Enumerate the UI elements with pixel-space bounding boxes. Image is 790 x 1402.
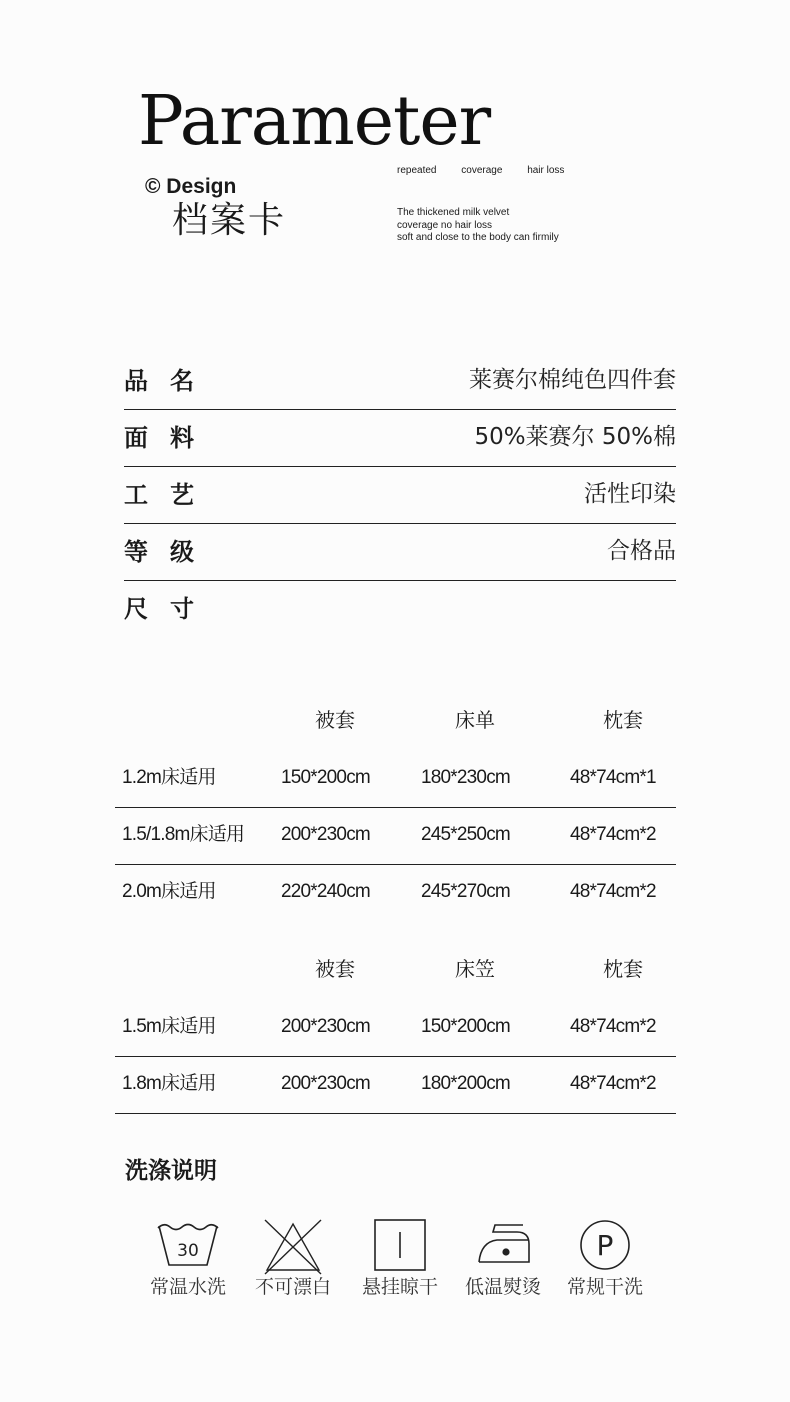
table-cell: 180*200cm [421, 1073, 510, 1094]
table-cell: 1.5m床适用 [122, 1016, 216, 1037]
param-value: 活性印染 [584, 481, 676, 507]
description-line: coverage no hair loss [397, 219, 493, 231]
table-cell: 150*200cm [281, 767, 370, 788]
wash-item [550, 1218, 660, 1297]
param-label: 面料 [124, 424, 216, 452]
table-cell: 48*74cm*1 [570, 767, 656, 788]
table-cell: 200*230cm [281, 824, 370, 845]
table-cell: 180*230cm [421, 767, 510, 788]
no-bleach-icon [261, 1218, 325, 1276]
table-header [115, 694, 676, 751]
dry-clean-icon [578, 1218, 632, 1272]
table-cell: 1.2m床适用 [122, 767, 216, 788]
table-cell: 220*240cm [281, 881, 370, 902]
wash-label: 常温水洗 [149, 1276, 226, 1298]
param-value: 莱赛尔棉纯色四件套 [469, 367, 676, 393]
hang-dry-icon [373, 1218, 427, 1272]
size-table-fitted [115, 943, 676, 1114]
table-row [115, 751, 676, 808]
wash-item [345, 1218, 455, 1297]
wash-30-icon [156, 1218, 220, 1268]
wash-item [133, 1218, 243, 1297]
param-label: 工艺 [124, 481, 216, 509]
brand-label: © Design [145, 175, 237, 198]
tag-repeated: repeated [397, 165, 437, 176]
table-row [115, 808, 676, 865]
table-row [115, 865, 676, 922]
param-label: 品名 [124, 367, 216, 395]
svg-text:30: 30 [177, 1241, 199, 1261]
table-cell: 1.5/1.8m床适用 [122, 824, 245, 845]
param-label: 等级 [124, 538, 216, 566]
low-iron-icon [473, 1218, 533, 1268]
table-cell: 245*250cm [421, 824, 510, 845]
param-row-fabric [124, 410, 676, 467]
wash-label: 低温熨烫 [464, 1276, 541, 1298]
table-cell: 1.8m床适用 [122, 1073, 216, 1094]
header-cell: 枕套 [603, 957, 643, 981]
description-line: soft and close to the body can firmily [397, 232, 559, 243]
param-row-craft [124, 467, 676, 524]
wash-item [448, 1218, 558, 1297]
header-cell: 床笠 [455, 957, 495, 981]
table-cell: 200*230cm [281, 1073, 370, 1094]
param-row-grade [124, 524, 676, 581]
table-row [115, 1000, 676, 1057]
header-cell: 床单 [455, 708, 495, 732]
header-cell: 被套 [315, 708, 355, 732]
wash-item [238, 1218, 348, 1297]
size-table-sheet [115, 694, 676, 922]
table-cell: 48*74cm*2 [570, 1016, 656, 1037]
param-label: 尺寸 [124, 595, 216, 623]
wash-label: 不可漂白 [254, 1276, 331, 1298]
card-title: 档案卡 [172, 200, 287, 241]
table-header [115, 943, 676, 1000]
tag-hair-loss: hair loss [527, 165, 565, 176]
table-cell: 150*200cm [421, 1016, 510, 1037]
table-cell: 48*74cm*2 [570, 881, 656, 902]
param-value: 合格品 [607, 538, 676, 564]
page-title: Parameter [138, 82, 491, 161]
tag-coverage: coverage [461, 165, 503, 176]
feature-tags [397, 166, 586, 176]
param-value: 50%莱赛尔 50%棉 [474, 424, 676, 450]
wash-label: 悬挂晾干 [361, 1276, 438, 1298]
header-cell: 被套 [315, 957, 355, 981]
product-description [397, 207, 559, 245]
param-row-name [124, 353, 676, 410]
table-cell: 200*230cm [281, 1016, 370, 1037]
table-row [115, 1057, 676, 1114]
washing-title: 洗涤说明 [125, 1158, 217, 1184]
wash-label: 常规干洗 [566, 1276, 643, 1298]
description-line: The thickened milk velvet [397, 207, 510, 218]
header-cell: 枕套 [603, 708, 643, 732]
table-cell: 2.0m床适用 [122, 881, 216, 902]
table-cell: 48*74cm*2 [570, 1073, 656, 1094]
svg-text:P: P [596, 1229, 614, 1262]
param-row-size [124, 581, 676, 638]
table-cell: 245*270cm [421, 881, 510, 902]
table-cell: 48*74cm*2 [570, 824, 656, 845]
